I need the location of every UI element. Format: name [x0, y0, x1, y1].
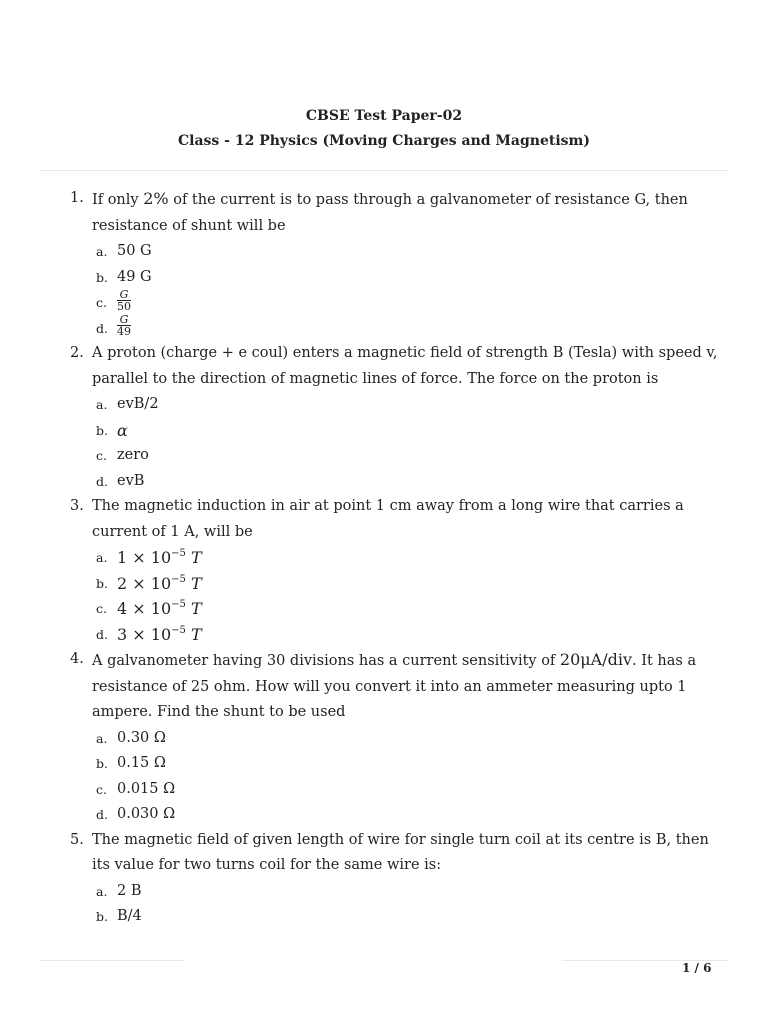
question-number: 5. — [70, 831, 84, 848]
option-a — [92, 392, 728, 418]
question-2 — [0, 341, 768, 494]
option-letter: c. — [96, 295, 107, 310]
option-a — [92, 726, 728, 752]
option-letter: b. — [96, 575, 108, 591]
question-text: The magnetic field of given length of wire for single turn coil at its centre is B, then its value for two turns coil for the same wire is: — [92, 831, 709, 873]
option-text: 0.030 Ω — [117, 806, 176, 822]
header-divider — [40, 170, 728, 171]
mantissa: 1 — [117, 548, 128, 567]
question-text-part: . It has a resistance of 25 ohm. How will you convert it into an ammeter measuring upto 1 ampere. Find the shunt to be used — [92, 653, 697, 720]
unit: T — [190, 548, 202, 567]
question-text-part: If only — [92, 192, 144, 208]
option-letter: b. — [96, 422, 108, 438]
scientific-value — [117, 574, 202, 593]
fraction — [117, 314, 131, 337]
scientific-value — [117, 625, 202, 644]
question-number: 3. — [70, 498, 84, 514]
exponent: −5 — [171, 599, 186, 610]
option-text: α — [117, 420, 128, 440]
option-a — [92, 879, 728, 905]
question-1 — [0, 186, 768, 341]
option-text: 2 B — [117, 882, 142, 899]
question-5 — [0, 828, 768, 930]
fraction — [117, 289, 131, 312]
option-b — [92, 418, 728, 444]
question-3 — [0, 494, 768, 647]
option-c — [92, 596, 728, 622]
page-subtitle: Class - 12 Physics (Moving Charges and Magnetism) — [178, 133, 590, 149]
exponent: −5 — [171, 573, 186, 585]
option-list — [92, 879, 728, 930]
fraction-numerator: G — [117, 314, 131, 326]
option-list — [92, 545, 728, 647]
question-number: 1. — [70, 190, 84, 206]
option-letter: d. — [96, 473, 108, 489]
unit: T — [190, 599, 202, 618]
question-text-part: of the current is to pass through a galvanometer of resistance G, then resistance of shunt will be — [92, 192, 688, 234]
option-d — [92, 469, 728, 495]
option-letter: b. — [96, 269, 108, 285]
option-a — [92, 239, 728, 265]
times-ten: × 10 — [132, 573, 172, 593]
scientific-value — [117, 548, 202, 567]
option-letter: a. — [96, 730, 108, 746]
question-text — [92, 186, 728, 239]
option-b — [92, 571, 728, 597]
option-a — [92, 545, 728, 571]
option-b — [92, 904, 728, 930]
times-ten: × 10 — [132, 548, 172, 567]
mantissa: 2 — [117, 573, 128, 593]
times-ten: × 10 — [132, 599, 172, 618]
fraction-numerator: G — [117, 289, 131, 301]
option-text: 49 G — [117, 268, 152, 285]
option-letter: b. — [96, 909, 108, 924]
option-text: 0.015 Ω — [117, 780, 176, 797]
page-title: CBSE Test Paper-02 — [305, 108, 463, 124]
option-letter: a. — [96, 244, 108, 259]
question-list — [0, 186, 768, 930]
option-letter: c. — [96, 448, 107, 463]
option-letter: c. — [96, 601, 107, 616]
question-number: 4. — [70, 651, 84, 667]
unit: T — [190, 624, 202, 644]
page-number: 1 / 6 — [682, 961, 712, 975]
math-expression: 2% — [143, 189, 169, 208]
question-4 — [0, 647, 768, 828]
option-text: 50 G — [117, 243, 152, 259]
footer-divider-left — [40, 960, 184, 961]
option-d — [92, 622, 728, 648]
question-text-part: A galvanometer having 30 divisions has a current sensitivity of — [92, 653, 560, 669]
option-c — [92, 443, 728, 469]
option-b — [92, 265, 728, 291]
option-text: zero — [117, 447, 149, 463]
option-list — [92, 392, 728, 494]
unit: T — [190, 573, 202, 593]
option-text: evB — [117, 472, 145, 489]
option-text: 0.30 Ω — [117, 729, 166, 746]
times-ten: × 10 — [132, 624, 172, 644]
mantissa: 4 — [117, 599, 128, 618]
option-c — [92, 287, 728, 316]
option-letter: b. — [96, 756, 108, 771]
option-d — [92, 313, 728, 342]
option-letter: d. — [96, 320, 108, 336]
option-letter: d. — [96, 626, 108, 642]
question-text — [92, 647, 728, 726]
option-text: B/4 — [117, 908, 142, 924]
option-list — [92, 239, 728, 341]
question-text: The magnetic induction in air at point 1 cm away from a long wire that carries a current of 1 A, will be — [92, 498, 684, 540]
option-letter: a. — [96, 883, 108, 899]
math-expression: 20μA/div — [559, 650, 633, 669]
question-text: A proton (charge + e coul) enters a magnetic field of strength B (Tesla) with speed v, parallel to the direction of magnetic lines of force. The force on the proton is — [92, 345, 718, 387]
exponent: −5 — [171, 548, 186, 559]
exponent: −5 — [171, 624, 186, 636]
fraction-denominator: 49 — [117, 325, 131, 338]
option-letter: a. — [96, 550, 108, 565]
option-d — [92, 802, 728, 828]
fraction-denominator: 50 — [117, 299, 131, 313]
mantissa: 3 — [117, 624, 128, 644]
option-letter: a. — [96, 397, 108, 412]
option-letter: c. — [96, 781, 107, 797]
scientific-value — [117, 599, 202, 618]
option-b — [92, 751, 728, 777]
option-list — [92, 726, 728, 828]
option-c — [92, 777, 728, 803]
option-text: 0.15 Ω — [117, 755, 166, 771]
option-letter: d. — [96, 807, 108, 822]
question-number: 2. — [70, 345, 84, 361]
option-text: evB/2 — [117, 396, 159, 412]
